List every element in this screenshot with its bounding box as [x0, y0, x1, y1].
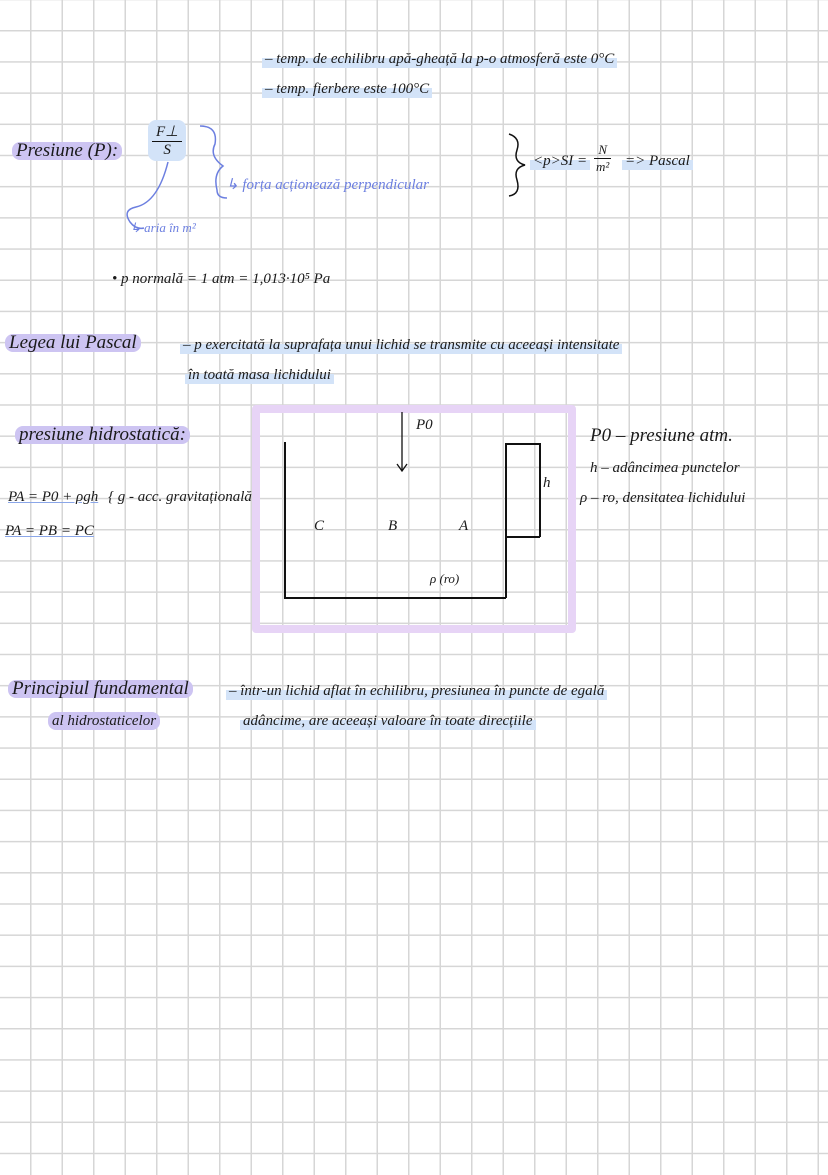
principle-text-2: adâncime, are aceeași valoare în toate direcțiile — [240, 712, 536, 730]
gravity-note: { g - acc. gravitațională — [108, 489, 252, 505]
diagram-h-label: h — [543, 475, 551, 491]
pascal-law-text-1: – p exercitată la suprafața unui lichid se transmite cu aceeași intensitate — [180, 336, 622, 354]
si-unit-fraction — [592, 142, 613, 175]
depth-marker-side — [539, 443, 541, 537]
si-denominator: m² — [596, 159, 610, 174]
temp-equilibrium-note: – temp. de echilibru apă-gheață la p-o atmosferă este 0°C — [262, 50, 617, 68]
density-label: ρ (ro) — [430, 571, 460, 586]
container-right-wall — [505, 443, 507, 598]
pascal-law-text-2: în toată masa lichidului — [185, 366, 334, 384]
right-brace — [505, 132, 530, 198]
legend-h: h – adâncimea punctelor — [590, 460, 740, 476]
diagram-frame — [252, 405, 576, 633]
principle-heading-1: Principiul fundamental — [8, 680, 193, 698]
hydrostatic-heading: presiune hidrostatică: — [15, 426, 190, 444]
point-c-label: C — [314, 518, 325, 534]
principle-heading-2: al hidrostaticelor — [48, 712, 160, 730]
force-annotation: ↳ forța acționează perpendicular — [226, 177, 429, 193]
point-b-label: B — [388, 518, 398, 534]
pascal-law-heading: Legea lui Pascal — [5, 334, 141, 352]
si-numerator: N — [594, 142, 611, 159]
pressure-equality: PA = PB = PC — [5, 523, 94, 539]
fraction-denominator: S — [163, 142, 171, 158]
container-left-wall — [284, 442, 286, 598]
principle-text-1: – într-un lichid aflat în echilibru, presiunea în puncte de egală — [226, 682, 607, 700]
temp-boiling-note: – temp. fierbere este 100°C — [262, 80, 432, 98]
depth-marker-bottom — [505, 536, 540, 538]
si-unit-prefix: <p>SI = — [530, 152, 590, 170]
depth-marker-top — [505, 443, 540, 445]
container-bottom — [284, 597, 506, 599]
legend-p0: P0 – presiune atm. — [590, 425, 733, 446]
legend-rho: ρ – ro, densitatea lichidului — [580, 490, 746, 506]
area-annotation: ↳ aria în m² — [130, 220, 196, 235]
diagram-p0-label: P0 — [416, 417, 433, 433]
si-unit-suffix: => Pascal — [622, 152, 693, 170]
normal-pressure-note: • p normală = 1 atm = 1,013·10⁵ Pa — [112, 271, 331, 287]
point-a-label: A — [459, 518, 469, 534]
arrow-down-icon — [394, 410, 410, 474]
fraction-numerator: F⊥ — [152, 122, 182, 142]
hydrostatic-formula: PA = P0 + ρgh — [8, 489, 99, 505]
pressure-heading: Presiune (P): — [12, 142, 122, 160]
